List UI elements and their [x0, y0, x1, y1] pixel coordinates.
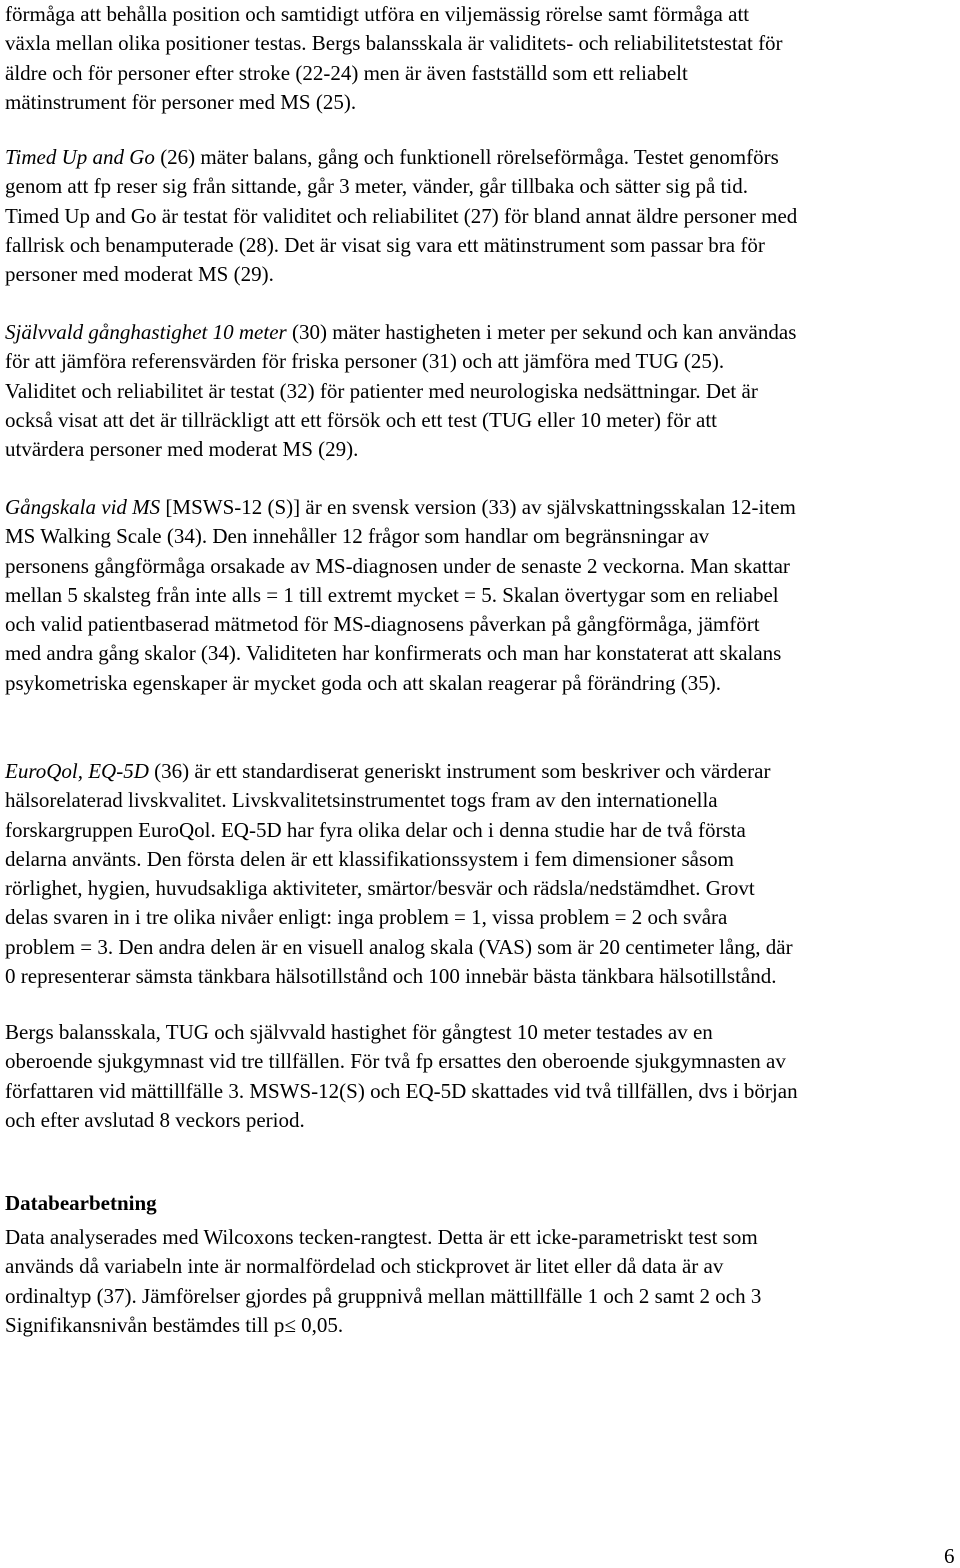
text-run: växla mellan olika positioner testas. Bergs balansskala är validitets- och reliabilitetstestat för — [5, 31, 783, 56]
text-run: ordinaltyp (37). Jämförelser gjordes på gruppnivå mellan mättillfälle 1 och 2 samt 2 och 3 — [5, 1283, 762, 1308]
text-line — [5, 435, 958, 464]
text-line — [5, 757, 958, 786]
text-run: delas svaren in i tre olika nivåer enligt: inga problem = 1, vissa problem = 2 och svåra — [5, 905, 728, 930]
text-run: genom att fp reser sig från sittande, går 3 meter, vänder, går tillbaka och sätter sig på tid. — [5, 174, 748, 199]
text-run: MS Walking Scale (34). Den innehåller 12 frågor som handlar om begränsningar av — [5, 524, 710, 549]
text-line — [5, 610, 958, 639]
text-run: med andra gång skalor (34). Validiteten har konfirmerats och man har konstaterat att skalans — [5, 641, 782, 666]
text-line — [5, 816, 958, 845]
text-run: rörlighet, hygien, huvudsakliga aktiviteter, smärtor/besvär och rädsla/nedstämdhet. Grovt — [5, 876, 755, 901]
text-run: också visat att det är tillräckligt att ett försök och ett test (TUG eller 10 meter) för att — [5, 407, 718, 432]
text-line — [5, 29, 958, 58]
text-line — [5, 1077, 958, 1106]
text-line — [5, 88, 958, 117]
text-line — [5, 231, 958, 260]
text-line — [5, 874, 958, 903]
text-run: Data analyserades med Wilcoxons tecken-rangtest. Detta är ett icke-parametriskt test som — [5, 1225, 758, 1249]
italic-term: EuroQol, EQ-5D — [5, 759, 149, 783]
text-run: psykometriska egenskaper är mycket goda och att skalan reagerar på förändring (35). — [5, 670, 722, 695]
text-run: mätinstrument för personer med MS (25). — [5, 89, 357, 114]
paragraph-data-analysis — [5, 1223, 958, 1340]
text-line — [5, 493, 958, 522]
text-run: forskargruppen EuroQol. EQ-5D har fyra olika delar och i denna studie har de två första — [5, 817, 746, 842]
paragraph-self-selected-gait-speed — [5, 318, 958, 464]
text-run: författaren vid mättillfälle 3. MSWS-12(S) och EQ-5D skattades vid två tillfällen, dvs i början — [5, 1078, 798, 1103]
text-line — [5, 1047, 958, 1076]
text-line — [5, 522, 958, 551]
text-line — [5, 786, 958, 815]
text-line — [5, 0, 958, 29]
text-line — [5, 59, 958, 88]
text-run: personens gångförmåga orsakade av MS-diagnosen under de senaste 2 veckorna. Man skattar — [5, 553, 790, 578]
text-run: Signifikansnivån bestämdes till p≤ 0,05. — [5, 1312, 344, 1337]
text-line — [5, 639, 958, 668]
text-line — [5, 933, 958, 962]
text-run: Timed Up and Go är testat för validitet och reliabilitet (27) för bland annat äldre personer med — [5, 203, 798, 228]
paragraph-eq-5d — [5, 757, 958, 991]
text-run: (36) är ett standardiserat generiskt instrument som beskriver och värderar — [148, 759, 771, 783]
paragraph-test-procedure — [5, 1018, 958, 1135]
text-run: Bergs balansskala, TUG och självvald hastighet för gångtest 10 meter testades av en — [5, 1020, 713, 1044]
text-run: (30) mäter hastigheten i meter per sekund och kan användas — [286, 320, 797, 344]
text-run: [MSWS-12 (S)] är en svensk version (33) av självskattningsskalan 12-item — [160, 495, 796, 519]
paragraph-timed-up-and-go — [5, 143, 958, 289]
text-line — [5, 1311, 958, 1340]
text-line — [5, 377, 958, 406]
text-run: hälsorelaterad livskvalitet. Livskvalitetsinstrumentet togs fram av den internationella — [5, 788, 718, 813]
text-line — [5, 552, 958, 581]
text-line — [5, 581, 958, 610]
text-run: förmåga att behålla position och samtidigt utföra en viljemässig rörelse samt förmåga att — [5, 2, 750, 26]
text-run: mellan 5 skalsteg från inte alls = 1 till extremt mycket = 5. Skalan övertygar som en reliabel — [5, 582, 779, 607]
text-line — [5, 1106, 958, 1135]
text-run: personer med moderat MS (29). — [5, 262, 274, 287]
text-run: Validitet och reliabilitet är testat (32) för patienter med neurologiska nedsättningar. Det är — [5, 378, 758, 403]
text-run: (26) mäter balans, gång och funktionell rörelseförmåga. Testet genomförs — [154, 145, 779, 169]
text-line — [5, 318, 958, 347]
text-line — [5, 1223, 958, 1252]
text-line — [5, 962, 958, 991]
text-line — [5, 406, 958, 435]
text-run: och valid patientbaserad mätmetod för MS-diagnosens påverkan på gångförmåga, jämfört — [5, 612, 760, 637]
text-run: 0 representerar sämsta tänkbara hälsotillstånd och 100 innebär bästa tänkbara hälsotillstånd. — [5, 964, 777, 989]
text-run: används då variabeln inte är normalfördelad och stickprovet är litet eller då data är av — [5, 1254, 724, 1279]
text-line — [5, 1282, 958, 1311]
italic-term: Gångskala vid MS — [5, 495, 161, 519]
text-run: och efter avslutad 8 veckors period. — [5, 1107, 305, 1132]
italic-term: Timed Up and Go — [5, 145, 155, 169]
text-line — [5, 1018, 958, 1047]
section-heading-databearbetning: Databearbetning — [5, 1191, 157, 1215]
text-line — [5, 347, 958, 376]
paragraph-msws-12 — [5, 493, 958, 698]
text-run: för att jämföra referensvärden för friska personer (31) och att jämföra med TUG (25). — [5, 349, 725, 374]
text-line — [5, 1252, 958, 1281]
text-run: problem = 3. Den andra delen är en visuell analog skala (VAS) som är 20 centimeter lång, där — [5, 934, 793, 959]
text-line — [5, 845, 958, 874]
text-run: delarna använts. Den första delen är ett klassifikationssystem i fem dimensioner såsom — [5, 846, 734, 871]
italic-term: Självvald gånghastighet 10 meter — [5, 320, 287, 344]
text-line — [5, 903, 958, 932]
text-line — [5, 143, 958, 172]
text-line — [5, 202, 958, 231]
paragraph-berg-balance-scale — [5, 0, 958, 117]
text-line — [5, 669, 958, 698]
text-line — [5, 260, 958, 289]
text-run: äldre och för personer efter stroke (22-24) men är även fastställd som ett reliabelt — [5, 60, 688, 85]
text-run: oberoende sjukgymnast vid tre tillfällen. För två fp ersattes den oberoende sjukgymnasten av — [5, 1049, 786, 1074]
text-run: utvärdera personer med moderat MS (29). — [5, 437, 359, 462]
text-run: fallrisk och benamputerade (28). Det är visat sig vara ett mätinstrument som passar bra för — [5, 232, 765, 257]
text-line — [5, 172, 958, 201]
page-number: 6 — [944, 1544, 955, 1568]
